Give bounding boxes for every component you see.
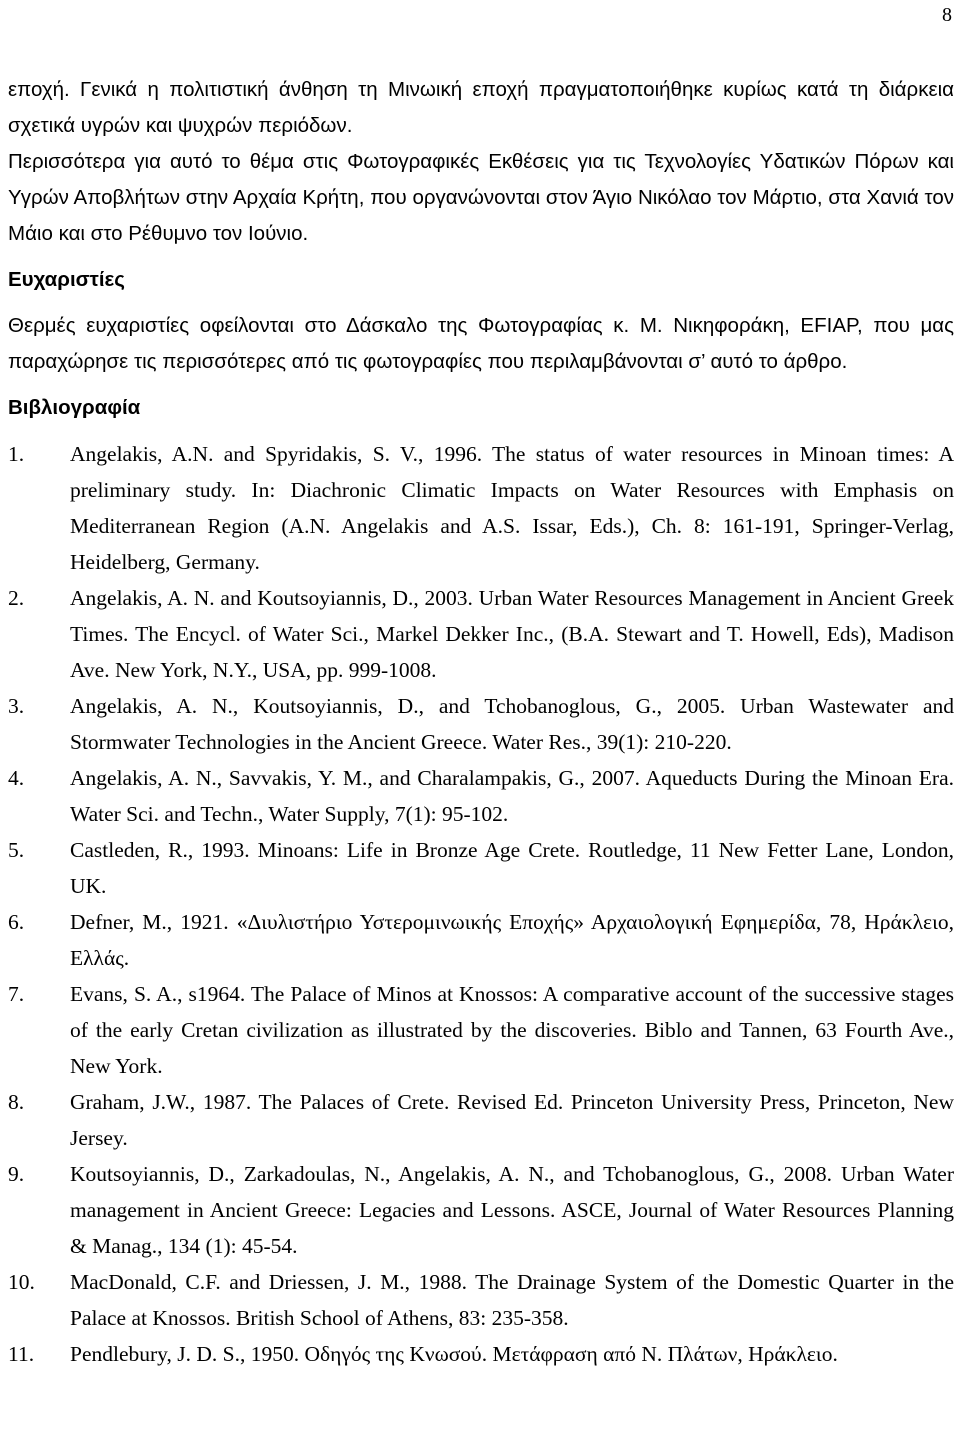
reference-item <box>8 688 954 760</box>
reference-text: Koutsoyiannis, D., Zarkadoulas, N., Angelakis, A. N., and Tchobanoglous, G., 2008. Urban Water management in Ancient Greece: Legacies and Lessons. ASCE, Journal of Water Resources Planning & Manag., 134 (1): 45-54. <box>70 1162 954 1258</box>
reference-item <box>8 832 954 904</box>
reference-text: Angelakis, A. N. and Koutsoyiannis, D., 2003. Urban Water Resources Management in Ancient Greek Times. The Encycl. of Water Sci., Markel Dekker Inc., (B.A. Stewart and T. Howell, Eds), Madison Ave. New York, N.Y., USA, pp. 999-1008. <box>70 586 954 682</box>
reference-text: Graham, J.W., 1987. The Palaces of Crete. Revised Ed. Princeton University Press, Princeton, New Jersey. <box>70 1090 954 1150</box>
reference-number: 5. <box>8 838 25 862</box>
reference-item <box>8 580 954 688</box>
reference-number: 7. <box>8 982 25 1006</box>
acknowledgements-text: Θερμές ευχαριστίες οφείλονται στο Δάσκαλο της Φωτογραφίας κ. Μ. Νικηφοράκη, EFIAP, που μας παραχώρησε τις περισσότερες από τις φωτογραφίες που περιλαμβάνονται σ’ αυτό το άρθρο. <box>8 314 954 373</box>
bibliography-heading: Βιβλιογραφία <box>8 396 141 419</box>
reference-number: 8. <box>8 1090 25 1114</box>
paragraph-climate: εποχή. Γενικά η πολιτιστική άνθηση τη Μινωική εποχή πραγματοποιήθηκε κυρίως κατά τη διάρκεια σχετικά υγρών και ψυχρών περιόδων. <box>8 78 954 137</box>
reference-text: Defner, M., 1921. «Διυλιστήριο Υστερομινωικής Εποχής» Αρχαιολογική Εφημερίδα, 78, Ηράκλειο, Ελλάς. <box>70 910 954 970</box>
reference-text: Angelakis, A. N., Savvakis, Y. M., and Charalampakis, G., 2007. Aqueducts During the Minoan Era. Water Sci. and Techn., Water Supply, 7(1): 95-102. <box>70 766 954 826</box>
reference-text: Evans, S. A., s1964. The Palace of Minos at Knossos: A comparative account of the successive stages of the early Cretan civilization as illustrated by the discoveries. Biblo and Tannen, 63 Fourth Ave., New York. <box>70 982 954 1078</box>
reference-item <box>8 760 954 832</box>
reference-text: Castleden, R., 1993. Minoans: Life in Bronze Age Crete. Routledge, 11 New Fetter Lane, London, UK. <box>70 838 954 898</box>
reference-number: 1. <box>8 442 25 466</box>
reference-number: 10. <box>8 1270 35 1294</box>
reference-number: 4. <box>8 766 25 790</box>
reference-number: 2. <box>8 586 25 610</box>
reference-text: MacDonald, C.F. and Driessen, J. M., 1988. The Drainage System of the Domestic Quarter in the Palace at Knossos. British School of Athens, 83: 235-358. <box>70 1270 954 1330</box>
reference-text: Pendlebury, J. D. S., 1950. Οδηγός της Κνωσού. Μετάφραση από Ν. Πλάτων, Ηράκλειο. <box>70 1342 838 1366</box>
reference-number: 6. <box>8 910 25 934</box>
page-number: 8 <box>942 4 952 26</box>
reference-item <box>8 436 954 580</box>
acknowledgements-heading: Ευχαριστίες <box>8 268 125 291</box>
reference-number: 3. <box>8 694 25 718</box>
reference-list <box>8 436 954 1372</box>
reference-number: 11. <box>8 1342 35 1366</box>
document-body <box>8 72 954 1372</box>
reference-number: 9. <box>8 1162 25 1186</box>
reference-item <box>8 1336 954 1372</box>
reference-text: Angelakis, A.N. and Spyridakis, S. V., 1996. The status of water resources in Minoan times: A preliminary study. In: Diachronic Climatic Impacts on Water Resources with Emphasis on Mediterranean Region (A.N. Angelakis and A.S. Issar, Eds.), Ch. 8: 161-191, Springer-Verlag, Heidelberg, Germany. <box>70 442 954 574</box>
reference-item <box>8 1156 954 1264</box>
reference-item <box>8 904 954 976</box>
reference-item <box>8 1084 954 1156</box>
reference-item <box>8 1264 954 1336</box>
paragraph-exhibitions: Περισσότερα για αυτό το θέμα στις Φωτογραφικές Εκθέσεις για τις Τεχνολογίες Υδατικών Πόρων και Υγρών Αποβλήτων στην Αρχαία Κρήτη, που οργανώνονται στον Άγιο Νικόλαο τον Μάρτιο, στα Χανιά τον Μάιο και στο Ρέθυμνο τον Ιούνιο. <box>8 150 954 245</box>
reference-text: Angelakis, A. N., Koutsoyiannis, D., and Tchobanoglous, G., 2005. Urban Wastewater and Stormwater Technologies in the Ancient Greece. Water Res., 39(1): 210-220. <box>70 694 954 754</box>
reference-item <box>8 976 954 1084</box>
